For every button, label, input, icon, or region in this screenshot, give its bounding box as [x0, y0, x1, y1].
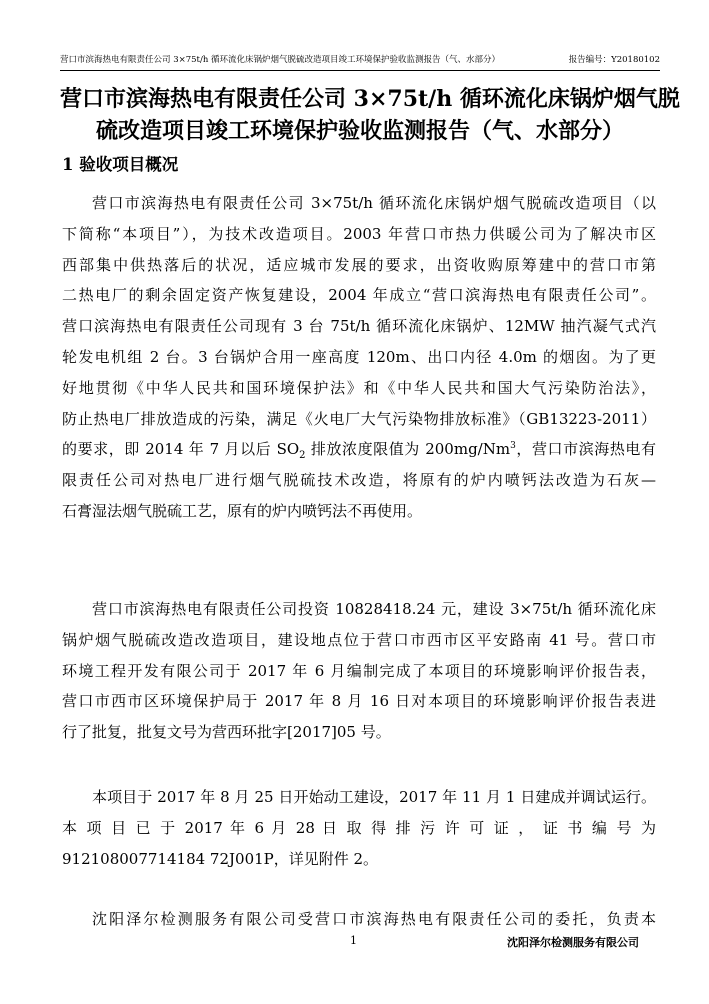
header-report-number: 报告编号：Y20180102: [568, 55, 660, 65]
text-line: 轮发电机组 2 台。3 台锅炉合用一座高度 120m、出口内径 4.0m 的烟囱。为了更: [62, 347, 656, 366]
text-line: 行了批复，批复文号为营西环批字[2017]05 号。: [62, 723, 391, 742]
running-header: [60, 52, 660, 68]
superscript: 3: [510, 441, 516, 452]
text-line: 下简称“本项目”），为技术改造项目。2003 年营口市热力供暖公司为了解决市区: [62, 224, 656, 243]
text-line: 营口市滨海热电有限责任公司投资 10828418.24 元，建设 3×75t/h 循环流化床: [92, 600, 656, 618]
page-number: 1: [350, 934, 357, 947]
text-fragment: 的要求，即 2014 年 7 月以后 SO: [62, 440, 300, 459]
text-line: 限责任公司对热电厂进行烟气脱硫技术改造，将原有的炉内喷钙法改造为石灰—: [62, 471, 656, 490]
paragraph-commission: [62, 904, 656, 935]
text-line: 本 项 目 已 于 2017 年 6 月 28 日 取 得 排 污 许 可 证 ， 证 书 编 号 为: [62, 818, 656, 837]
text-line: 锅炉烟气脱硫改造改造项目，建设地点位于营口市西市区平安路南 41 号。营口市: [62, 630, 656, 649]
header-divider: [60, 70, 660, 71]
text-line: 沈阳泽尔检测服务有限公司受营口市滨海热电有限责任公司的委托，负责本: [92, 910, 656, 928]
text-fragment: 排放浓度限值为 200mg/Nm: [305, 440, 511, 459]
text-line: 营口市滨海热电有限责任公司 3×75t/h 循环流化床锅炉烟气脱硫改造项目（以: [92, 194, 656, 212]
header-report-title: 营口市滨海热电有限责任公司 3×75t/h 循环流化床锅炉烟气脱硫改造项目竣工环境保护验收监测报告（气、水部分）: [60, 55, 501, 65]
paragraph-project-overview: [62, 188, 656, 527]
text-line: 营口市西市区环境保护局于 2017 年 8 月 16 日对本项目的环境影响评价报告表进: [62, 692, 656, 711]
text-line: 二热电厂的剩余固定资产恢复建设，2004 年成立“营口滨海热电有限责任公司”。: [62, 286, 656, 305]
text-line: 石膏湿法烟气脱硫工艺，原有的炉内喷钙法不再使用。: [62, 501, 423, 520]
text-line: 好地贯彻《中华人民共和国环境保护法》和《中华人民共和国大气污染防治法》，: [62, 378, 656, 397]
text-fragment: ，营口市滨海热电有: [515, 440, 656, 459]
text-line: 防止热电厂排放造成的污染，满足《火电厂大气污染物排放标准》（GB13223-2011）: [62, 409, 656, 428]
document-title-line-2: 硫改造项目竣工环境保护验收监测报告（气、水部分）: [95, 118, 624, 144]
section-heading: 1 验收项目概况: [62, 155, 179, 174]
text-line: 本项目于 2017 年 8 月 25 日开始动工建设，2017 年 11 月 1 日建成并调试运行。: [92, 788, 656, 806]
paragraph-construction: [62, 782, 656, 874]
text-line: 912108007714184 72J001P，详见附件 2。: [62, 849, 379, 868]
text-line: 西部集中供热落后的状况，适应城市发展的要求，出资收购原筹建中的营口市第: [62, 255, 656, 274]
paragraph-investment: [62, 594, 656, 748]
document-title-line-1: 营口市滨海热电有限责任公司 3×75t/h 循环流化床锅炉烟气脱: [60, 86, 680, 112]
text-line: 营口滨海热电有限责任公司现有 3 台 75t/h 循环流化床锅炉、12MW 抽汽凝气式汽: [62, 317, 656, 336]
subscript: 2: [299, 450, 306, 462]
footer-organization: 沈阳泽尔检测服务有限公司: [507, 936, 639, 949]
text-line: [62, 434, 656, 465]
page-footer: [0, 934, 709, 954]
text-line: 环境工程开发有限公司于 2017 年 6 月编制完成了本项目的环境影响评价报告表，: [62, 661, 656, 680]
